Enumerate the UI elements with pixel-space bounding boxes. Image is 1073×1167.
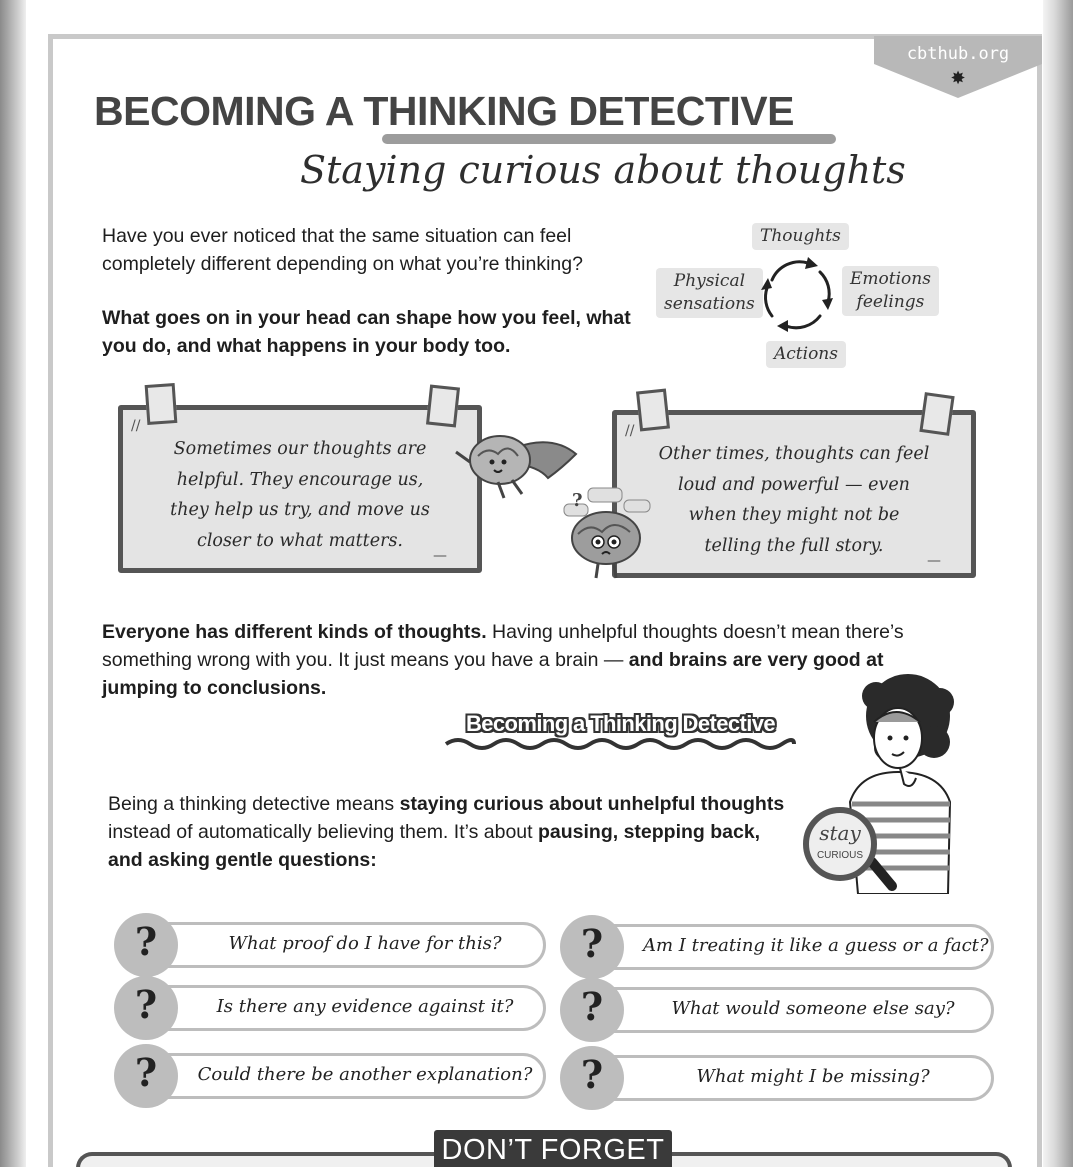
cycle-physical-line2: sensations — [664, 294, 755, 314]
question-mark-glyph: ? — [134, 1050, 158, 1095]
note-left-text — [123, 434, 477, 556]
page-subtitle: Staying curious about thoughts — [300, 148, 906, 192]
question-pill[interactable] — [140, 1053, 546, 1099]
intro-text: Have you ever noticed that the same situation can feel completely different depending on what you’re thinking? — [102, 225, 583, 275]
note-right-text — [617, 439, 971, 561]
question-mark-icon — [114, 913, 178, 977]
star-icon: ✸ — [950, 68, 966, 89]
cycle-emotions-label — [842, 266, 939, 316]
question-mark-icon — [560, 978, 624, 1042]
question-mark-icon — [560, 1046, 624, 1110]
note-left-line: they help us try, and move us — [170, 500, 430, 520]
cycle-physical-label — [656, 268, 763, 318]
cycle-arrows-icon — [758, 254, 838, 334]
page-shadow-left — [0, 0, 26, 1167]
wavy-underline — [444, 736, 796, 752]
cycle-emotions-line2: feelings — [856, 292, 925, 312]
note-mark: — — [433, 548, 447, 564]
question-mark-glyph: ? — [580, 984, 604, 1029]
note-right-line: when they might not be — [688, 505, 900, 525]
note-right-line: Other times, thoughts can feel — [658, 444, 930, 464]
cycle-physical-line1: Physical — [673, 271, 746, 291]
question-pill[interactable] — [140, 985, 546, 1031]
magnifier-curious-text: CURIOUS — [816, 850, 864, 861]
question-mark-glyph: ? — [580, 921, 604, 966]
question-mark-glyph: ? — [580, 1052, 604, 1097]
question-pill[interactable] — [588, 987, 994, 1033]
note-card-right — [612, 410, 976, 578]
note-mark: // — [625, 423, 635, 439]
page-shadow-right — [1043, 0, 1073, 1167]
note-left-line: closer to what matters. — [197, 530, 403, 551]
note-left-line: Sometimes our thoughts are — [173, 439, 427, 459]
note-left-line: helpful. They encourage us, — [176, 469, 424, 490]
paragraph-bold-end: and brains are very good at jumping to conclusions. — [102, 649, 884, 699]
site-tab[interactable] — [874, 36, 1042, 98]
note-right-line: telling the full story. — [704, 535, 884, 556]
question-text: Am I treating it like a guess or a fact? — [643, 935, 989, 956]
question-mark-icon: ? — [572, 490, 583, 511]
note-right-line: loud and powerful — even — [678, 474, 910, 495]
question-text: What proof do I have for this? — [228, 933, 502, 954]
tape-icon — [919, 392, 954, 436]
detective-bold: pausing, stepping back, and asking gentle questions: — [108, 821, 761, 871]
question-mark-glyph: ? — [134, 982, 158, 1027]
dont-forget-label: DON’T FORGET — [434, 1130, 672, 1167]
question-pill[interactable] — [140, 922, 546, 968]
question-text: Could there be another explanation? — [197, 1064, 533, 1085]
detective-bold: staying curious about unhelpful thoughts — [399, 793, 785, 815]
note-card-left — [118, 405, 482, 573]
cycle-thoughts-label: Thoughts — [752, 223, 849, 250]
title-underline — [382, 134, 836, 144]
paragraph-body: Having unhelpful thoughts doesn’t mean there’s something wrong with you. It just means you have a brain — — [102, 621, 904, 671]
question-mark-icon — [560, 915, 624, 979]
site-link[interactable]: cbthub.org — [906, 44, 1010, 64]
question-text: What might I be missing? — [696, 1066, 930, 1087]
detective-body: Being a thinking detective means — [108, 793, 400, 815]
note-mark: // — [131, 418, 141, 434]
note-mark: — — [927, 553, 941, 569]
tape-icon — [636, 389, 670, 432]
detective-paragraph — [108, 790, 788, 874]
question-mark-glyph: ? — [134, 919, 158, 964]
curious-person-illustration — [800, 672, 960, 894]
paragraph-bold-lead: Everyone has different kinds of thoughts. — [102, 621, 487, 643]
section-banner: Becoming a Thinking Detective — [465, 711, 775, 736]
tape-icon — [145, 383, 178, 425]
detective-body: instead of automatically believing them. It’s about — [108, 821, 538, 843]
question-pill[interactable] — [588, 1055, 994, 1101]
intro-bold-text: What goes on in your head can shape how you feel, what you do, and what happens in your body too. — [102, 307, 631, 357]
cycle-actions-label: Actions — [766, 341, 846, 368]
page-title: BECOMING A THINKING DETECTIVE — [94, 88, 794, 134]
question-text: What would someone else say? — [671, 998, 955, 1019]
magnifier-stay-text: stay — [819, 821, 861, 845]
tape-icon — [426, 385, 460, 428]
question-text: Is there any evidence against it? — [216, 996, 514, 1017]
question-pill[interactable] — [588, 924, 994, 970]
question-mark-icon — [114, 976, 178, 1040]
question-mark-icon — [114, 1044, 178, 1108]
cycle-emotions-line1: Emotions — [850, 269, 931, 289]
